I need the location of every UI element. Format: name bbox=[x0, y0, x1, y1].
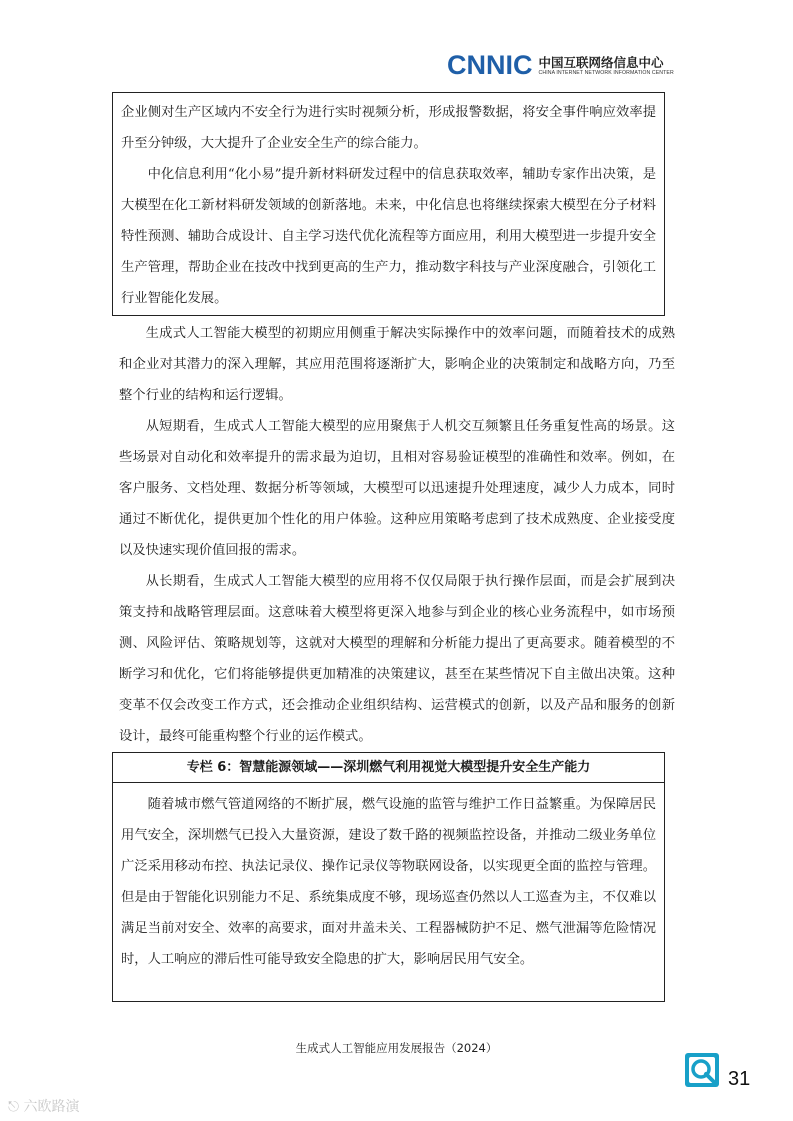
body-paragraph: 从短期看，生成式人工智能大模型的应用聚焦于人机交互频繁且任务重复性高的场景。这些场景对自动化和效率提升的需求最为迫切，且相对容易验证模型的准确性和效率。例如，在客户服务、文档处理、数据分析等领域，大模型可以迅速提升处理速度，减少人力成本，同时通过不断优化，提供更加个性化的用户体验。这种应用策略考虑到了技术成熟度、企业接受度以及快速实现价值回报的需求。 bbox=[119, 419, 675, 558]
body-paragraph: 从长期看，生成式人工智能大模型的应用将不仅仅局限于执行操作层面，而是会扩展到决策支持和战略管理层面。这意味着大模型将更深入地参与到企业的核心业务流程中，如市场预测、风险评估、策略规划等，这就对大模型的理解和分析能力提出了更高要求。随着模型的不断学习和优化，它们将能够提供更加精准的决策建议，甚至在某些情况下自主做出决策。这种变革不仅会改变工作方式，还会推动企业组织结构、运营模式的创新，以及产品和服务的创新设计，最终可能重构整个行业的运作模式。 bbox=[119, 574, 675, 744]
page-number: 31 bbox=[728, 1068, 751, 1090]
cnnic-logo-chinese: 中国互联网络信息中心 bbox=[538, 54, 664, 70]
case-box-paragraph: 中化信息利用“化小易”提升新材料研发过程中的信息获取效率，辅助专家作出决策，是大模型在化工新材料研发领域的创新落地。未来，中化信息也将继续探索大模型在分子材料特性预测、辅助合成设计、自主学习迭代优化流程等方面应用，利用大模型进一步提升安全生产管理，帮助企业在技改中找到更高的生产力，推动数字科技与产业深度融合，引领化工行业智能化发展。 bbox=[121, 167, 656, 306]
cnnic-logo bbox=[447, 50, 674, 81]
cnnic-logo-english: CHINA INTERNET NETWORK INFORMATION CENTER bbox=[538, 69, 674, 76]
body-paragraph: 生成式人工智能大模型的初期应用侧重于解决实际操作中的效率问题，而随着技术的成熟和企业对其潜力的深入理解，其应用范围将逐渐扩大，影响企业的决策制定和战略方向，乃至整个行业的结构和运行逻辑。 bbox=[119, 326, 675, 403]
case-box-paragraph: 企业侧对生产区域内不安全行为进行实时视频分析，形成报警数据，将安全事件响应效率提升至分钟级，大大提升了企业安全生产的综合能力。 bbox=[121, 105, 656, 151]
column-box-title: 专栏 6：智慧能源领域——深圳燃气利用视觉大模型提升安全生产能力 bbox=[113, 753, 664, 783]
body-text bbox=[119, 318, 675, 752]
column-box-paragraph: 随着城市燃气管道网络的不断扩展，燃气设施的监管与维护工作日益繁重。为保障居民用气安全，深圳燃气已投入大量资源，建设了数千路的视频监控设备，并推动二级业务单位广泛采用移动布控、执法记录仪、操作记录仪等物联网设备，以实现更全面的监控与管理。但是由于智能化识别能力不足、系统集成度不够，现场巡查仍然以人工巡查为主，不仅难以满足当前对安全、效率的高要求，面对井盖未关、工程器械防护不足、燃气泄漏等危险情况时，人工响应的滞后性可能导致安全隐患的扩大，影响居民用气安全。 bbox=[121, 797, 656, 967]
column-box-body bbox=[113, 783, 664, 975]
case-box-continued bbox=[112, 92, 665, 316]
watermark: ⎋ 六欧路演 bbox=[8, 1099, 80, 1115]
cnnic-logo-text bbox=[539, 55, 674, 77]
magnifier-logo-icon bbox=[684, 1052, 720, 1088]
report-footer-title: 生成式人工智能应用发展报告（2024） bbox=[295, 1041, 498, 1055]
cnnic-logo-word: CNNIC bbox=[447, 50, 533, 80]
column-box-6 bbox=[112, 752, 665, 1002]
